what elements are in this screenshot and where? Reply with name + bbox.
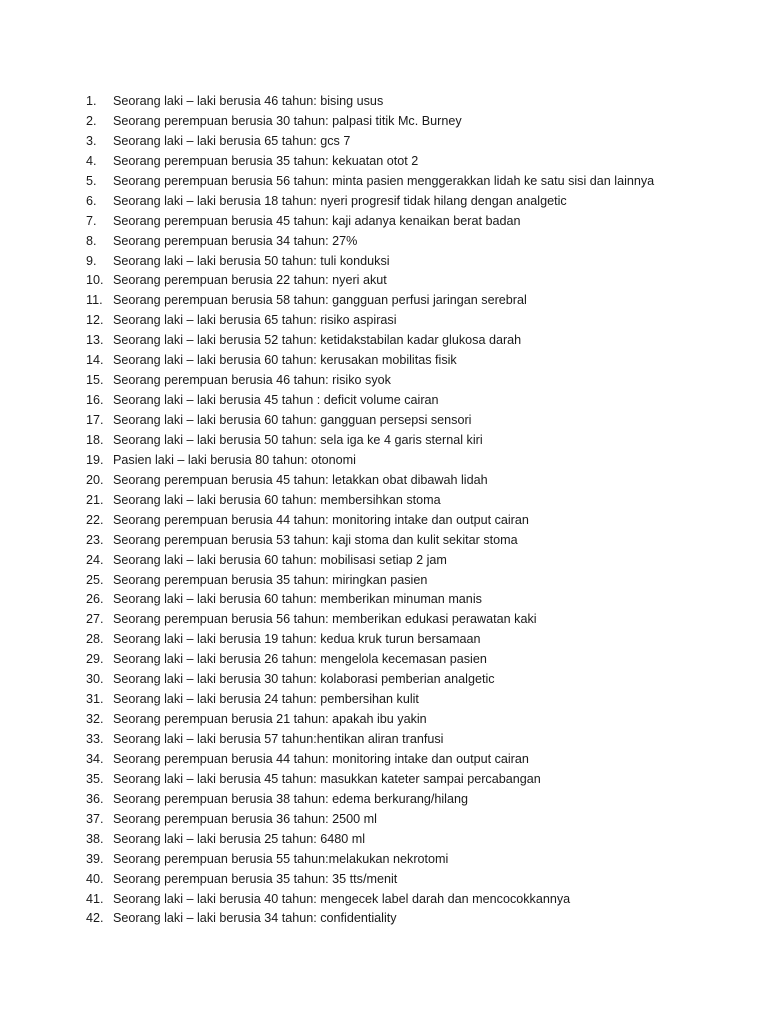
list-item-text: Seorang perempuan berusia 56 tahun: memberikan edukasi perawatan kaki	[113, 612, 537, 627]
list-item-number: 27.	[86, 612, 104, 627]
list-item-text: Seorang perempuan berusia 35 tahun: kekuatan otot 2	[113, 153, 419, 168]
list-item-text: Seorang laki – laki berusia 57 tahun:hentikan aliran tranfusi	[113, 732, 444, 746]
list-item-text: Seorang laki – laki berusia 60 tahun: memberikan minuman manis	[113, 592, 482, 607]
list-item-number: 7.	[86, 213, 97, 228]
list-item-number: 33.	[86, 732, 104, 746]
list-item	[86, 571, 726, 591]
list-item-number: 23.	[86, 532, 104, 547]
list-item	[86, 650, 726, 670]
list-item-text: Seorang laki – laki berusia 18 tahun: nyeri progresif tidak hilang dengan analgetic	[113, 193, 567, 208]
list-item	[86, 152, 726, 172]
list-item-number: 11.	[86, 293, 103, 308]
list-item-number: 25.	[86, 572, 104, 587]
list-item-text: Seorang perempuan berusia 35 tahun: miringkan pasien	[113, 572, 428, 587]
list-item-number: 39.	[86, 851, 104, 866]
list-item	[86, 531, 726, 551]
list-item-number: 42.	[86, 911, 104, 926]
list-item	[86, 291, 726, 311]
list-item-text: Seorang laki – laki berusia 26 tahun: mengelola kecemasan pasien	[113, 652, 487, 667]
list-item	[86, 112, 726, 132]
list-item-text: Seorang perempuan berusia 53 tahun: kaji stoma dan kulit sekitar stoma	[113, 532, 518, 547]
list-item-number: 40.	[86, 871, 104, 886]
list-item	[86, 770, 726, 790]
list-item-number: 13.	[86, 333, 104, 348]
list-item-number: 30.	[86, 672, 104, 687]
list-item-number: 6.	[86, 193, 97, 208]
list-item	[86, 391, 726, 411]
list-item-text: Seorang laki – laki berusia 60 tahun: mobilisasi setiap 2 jam	[113, 552, 447, 567]
list-item-text: Seorang laki – laki berusia 60 tahun: gangguan persepsi sensori	[113, 413, 472, 427]
list-item	[86, 630, 726, 650]
list-item-text: Seorang laki – laki berusia 30 tahun: kolaborasi pemberian analgetic	[113, 672, 495, 687]
list-item-number: 41.	[86, 891, 104, 906]
list-item	[86, 590, 726, 610]
list-item	[86, 431, 726, 451]
list-item-number: 31.	[86, 692, 104, 707]
list-item	[86, 511, 726, 531]
list-item-number: 34.	[86, 751, 104, 766]
list-item	[86, 750, 726, 770]
list-item	[86, 192, 726, 212]
list-item	[86, 810, 726, 830]
list-item	[86, 710, 726, 730]
list-item	[86, 909, 726, 929]
list-item-number: 15.	[86, 373, 104, 388]
list-item-text: Seorang perempuan berusia 46 tahun: risiko syok	[113, 373, 391, 388]
list-item-number: 26.	[86, 592, 104, 607]
list-item-text: Seorang perempuan berusia 56 tahun: minta pasien menggerakkan lidah ke satu sisi dan lainnya	[113, 173, 655, 188]
list-item-text: Seorang laki – laki berusia 65 tahun: risiko aspirasi	[113, 313, 397, 328]
list-item-text: Seorang laki – laki berusia 52 tahun: ketidakstabilan kadar glukosa darah	[113, 333, 522, 348]
list-item	[86, 132, 726, 152]
list-item-text: Seorang laki – laki berusia 65 tahun: gcs 7	[113, 133, 351, 148]
list-item-text: Seorang laki – laki berusia 45 tahun: masukkan kateter sampai percabangan	[113, 771, 541, 786]
numbered-list	[86, 92, 726, 929]
list-item	[86, 870, 726, 890]
list-item	[86, 92, 726, 112]
list-item-text: Seorang laki – laki berusia 46 tahun: bising usus	[113, 94, 384, 108]
list-item-text: Seorang laki – laki berusia 25 tahun: 6480 ml	[113, 831, 366, 846]
list-item	[86, 212, 726, 232]
list-item-number: 32.	[86, 712, 104, 727]
list-item-number: 29.	[86, 652, 104, 667]
list-item-text: Pasien laki – laki berusia 80 tahun: otonomi	[113, 452, 356, 467]
list-item	[86, 610, 726, 630]
list-item-number: 24.	[86, 552, 104, 567]
list-item-number: 19.	[86, 452, 104, 467]
list-item-number: 38.	[86, 831, 104, 846]
list-item-text: Seorang perempuan berusia 44 tahun: monitoring intake dan output cairan	[113, 751, 529, 766]
list-item	[86, 232, 726, 252]
list-item-text: Seorang perempuan berusia 21 tahun: apakah ibu yakin	[113, 712, 427, 727]
list-item-text: Seorang laki – laki berusia 19 tahun: kedua kruk turun bersamaan	[113, 632, 481, 647]
list-item	[86, 252, 726, 272]
list-item-text: Seorang laki – laki berusia 34 tahun: confidentiality	[113, 911, 397, 926]
list-item-number: 2.	[86, 113, 97, 128]
list-item-number: 21.	[86, 492, 104, 507]
list-item	[86, 890, 726, 910]
list-item-number: 14.	[86, 353, 104, 368]
list-item	[86, 730, 726, 750]
list-item-text: Seorang laki – laki berusia 60 tahun: kerusakan mobilitas fisik	[113, 353, 457, 368]
list-item-text: Seorang perempuan berusia 45 tahun: letakkan obat dibawah lidah	[113, 472, 488, 487]
list-item	[86, 690, 726, 710]
list-item	[86, 311, 726, 331]
list-item-number: 1.	[86, 94, 97, 108]
list-item-text: Seorang perempuan berusia 45 tahun: kaji adanya kenaikan berat badan	[113, 213, 521, 228]
list-item-text: Seorang perempuan berusia 34 tahun: 27%	[113, 233, 358, 248]
list-item	[86, 351, 726, 371]
list-item	[86, 331, 726, 351]
list-item-text: Seorang perempuan berusia 44 tahun: monitoring intake dan output cairan	[113, 512, 529, 527]
list-item-text: Seorang laki – laki berusia 24 tahun: pembersihan kulit	[113, 692, 419, 707]
list-item	[86, 471, 726, 491]
list-item-text: Seorang laki – laki berusia 50 tahun: tuli konduksi	[113, 253, 390, 268]
list-item	[86, 850, 726, 870]
list-item	[86, 670, 726, 690]
list-item-number: 17.	[86, 413, 104, 427]
list-item-number: 28.	[86, 632, 104, 647]
list-item-text: Seorang perempuan berusia 30 tahun: palpasi titik Mc. Burney	[113, 113, 462, 128]
list-item	[86, 551, 726, 571]
list-item-number: 5.	[86, 173, 97, 188]
list-item-number: 10.	[86, 273, 104, 288]
list-item-text: Seorang perempuan berusia 35 tahun: 35 tts/menit	[113, 871, 398, 886]
list-item	[86, 830, 726, 850]
list-item-text: Seorang perempuan berusia 22 tahun: nyeri akut	[113, 273, 387, 288]
list-item	[86, 411, 726, 431]
list-item-text: Seorang perempuan berusia 36 tahun: 2500 ml	[113, 811, 377, 826]
list-item	[86, 371, 726, 391]
list-item-text: Seorang perempuan berusia 58 tahun: gangguan perfusi jaringan serebral	[113, 293, 527, 308]
list-item-text: Seorang perempuan berusia 38 tahun: edema berkurang/hilang	[113, 791, 468, 806]
list-item-number: 9.	[86, 253, 97, 268]
list-item-number: 16.	[86, 393, 104, 408]
list-item-number: 3.	[86, 133, 97, 148]
list-item-number: 22.	[86, 512, 104, 527]
list-item	[86, 271, 726, 291]
list-item	[86, 790, 726, 810]
list-item	[86, 172, 726, 192]
list-item-text: Seorang perempuan berusia 55 tahun:melakukan nekrotomi	[113, 851, 449, 866]
list-item	[86, 451, 726, 471]
list-item-text: Seorang laki – laki berusia 50 tahun: sela iga ke 4 garis sternal kiri	[113, 432, 483, 447]
list-item	[86, 491, 726, 511]
list-item-number: 37.	[86, 811, 104, 826]
list-item-number: 20.	[86, 472, 104, 487]
list-item-number: 35.	[86, 771, 104, 786]
list-item-number: 18.	[86, 432, 104, 447]
list-item-number: 4.	[86, 153, 97, 168]
list-item-number: 12.	[86, 313, 104, 328]
list-item-text: Seorang laki – laki berusia 45 tahun : deficit volume cairan	[113, 393, 439, 408]
list-item-text: Seorang laki – laki berusia 60 tahun: membersihkan stoma	[113, 492, 441, 507]
list-item-text: Seorang laki – laki berusia 40 tahun: mengecek label darah dan mencocokkannya	[113, 891, 571, 906]
list-item-number: 8.	[86, 233, 97, 248]
list-item-number: 36.	[86, 791, 104, 806]
